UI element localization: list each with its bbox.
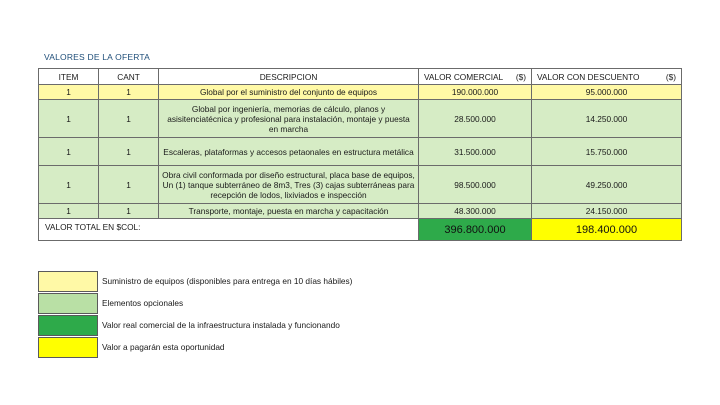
legend-item xyxy=(38,270,352,292)
col-header-item: ITEM xyxy=(39,69,99,85)
cell-cant: 1 xyxy=(99,138,159,166)
legend-label: Valor a pagarán esta oportunidad xyxy=(102,342,225,352)
table-row xyxy=(39,138,682,166)
cell-cant: 1 xyxy=(99,166,159,204)
valor-comercial-unit: ($) xyxy=(515,71,526,82)
total-label: VALOR TOTAL EN $COL: xyxy=(39,219,419,241)
cell-item: 1 xyxy=(39,204,99,219)
cell-valor-comercial: 28.500.000 xyxy=(419,100,532,138)
cell-valor-descuento: 14.250.000 xyxy=(532,100,682,138)
col-header-cant: CANT xyxy=(99,69,159,85)
cell-cant: 1 xyxy=(99,204,159,219)
legend-swatch-yellow xyxy=(38,337,98,358)
table-header-row xyxy=(39,69,682,85)
legend-label: Elementos opcionales xyxy=(102,298,184,308)
table-row xyxy=(39,166,682,204)
legend-swatch-yellow-light xyxy=(38,271,98,292)
valor-comercial-label: VALOR COMERCIAL xyxy=(424,71,504,82)
cell-valor-comercial: 31.500.000 xyxy=(419,138,532,166)
legend xyxy=(38,270,352,358)
legend-swatch-green-dark xyxy=(38,315,98,336)
page-title: VALORES DE LA OFERTA xyxy=(44,52,151,62)
valor-descuento-unit: ($) xyxy=(665,71,676,82)
cell-descripcion: Global por ingeniería, memorias de cálculo, planos y asisitenciatécnica y profesional para instalación, montaje y puesta en marcha xyxy=(159,100,419,138)
legend-item xyxy=(38,336,352,358)
total-row xyxy=(39,219,682,241)
col-header-valor-descuento xyxy=(532,69,682,85)
legend-item xyxy=(38,314,352,336)
legend-item xyxy=(38,292,352,314)
col-header-valor-comercial xyxy=(419,69,532,85)
cell-valor-comercial: 190.000.000 xyxy=(419,85,532,100)
legend-swatch-green-light xyxy=(38,293,98,314)
cell-descripcion: Escaleras, plataformas y accesos petaonales en estructura metálica xyxy=(159,138,419,166)
cell-item: 1 xyxy=(39,166,99,204)
legend-label: Valor real comercial de la infraestructura instalada y funcionando xyxy=(102,320,340,330)
cell-valor-descuento: 15.750.000 xyxy=(532,138,682,166)
table-row xyxy=(39,100,682,138)
cell-item: 1 xyxy=(39,85,99,100)
valor-descuento-label: VALOR CON DESCUENTO xyxy=(537,71,640,82)
legend-label: Suministro de equipos (disponibles para entrega en 10 días hábiles) xyxy=(102,276,353,286)
cell-descripcion: Global por el suministro del conjunto de equipos xyxy=(159,85,419,100)
total-valor-descuento: 198.400.000 xyxy=(532,219,682,241)
cell-descripcion: Obra civil conformada por diseño estructural, placa base de equipos, Un (1) tanque subterráneo de 8m3, Tres (3) cajas subterráneas para recepción de lodos, lixiviados e inspección xyxy=(159,166,419,204)
table-row xyxy=(39,204,682,219)
cell-valor-comercial: 98.500.000 xyxy=(419,166,532,204)
cell-item: 1 xyxy=(39,138,99,166)
cell-item: 1 xyxy=(39,100,99,138)
cell-valor-descuento: 24.150.000 xyxy=(532,204,682,219)
table-row xyxy=(39,85,682,100)
col-header-descripcion: DESCRIPCION xyxy=(159,69,419,85)
cell-valor-descuento: 95.000.000 xyxy=(532,85,682,100)
cell-valor-descuento: 49.250.000 xyxy=(532,166,682,204)
cell-descripcion: Transporte, montaje, puesta en marcha y capacitación xyxy=(159,204,419,219)
offer-table xyxy=(38,68,682,241)
total-valor-comercial: 396.800.000 xyxy=(419,219,532,241)
cell-cant: 1 xyxy=(99,100,159,138)
cell-valor-comercial: 48.300.000 xyxy=(419,204,532,219)
cell-cant: 1 xyxy=(99,85,159,100)
